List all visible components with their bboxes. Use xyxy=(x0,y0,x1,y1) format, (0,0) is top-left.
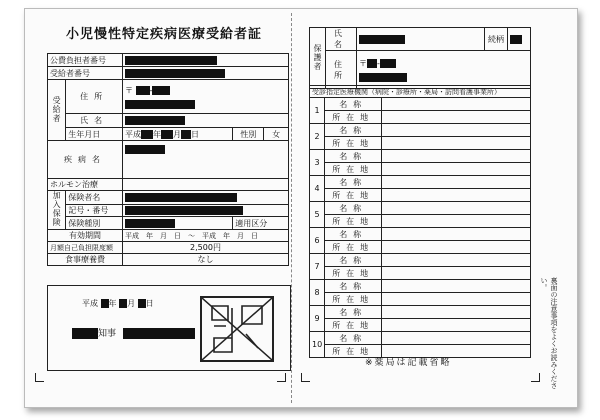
facility-number: 3 xyxy=(310,150,325,176)
dob-year-unit: 年 xyxy=(152,129,161,139)
facility-row xyxy=(310,306,531,319)
facility-number: 1 xyxy=(310,98,325,124)
meal-value: なし xyxy=(122,254,288,266)
yen-unit: 円 xyxy=(212,243,221,252)
facility-name-label: 名称 xyxy=(325,150,382,163)
facility-row xyxy=(310,319,531,332)
facility-address-label: 所在地 xyxy=(325,267,382,280)
redaction-block xyxy=(510,35,522,44)
monthly-cap-value-cell xyxy=(122,242,288,254)
relationship-label: 続柄 xyxy=(485,28,508,51)
redaction-block xyxy=(125,56,217,65)
symbol-no-label: 記号・番号 xyxy=(66,204,123,217)
redaction-block xyxy=(181,130,191,139)
insurance-side-cell xyxy=(48,191,66,230)
facility-number: 7 xyxy=(310,254,325,280)
facility-row xyxy=(310,202,531,215)
redaction-block xyxy=(359,73,407,82)
redaction-block xyxy=(125,69,225,78)
symbol-no-value xyxy=(122,204,288,217)
issue-day-unit: 日 xyxy=(145,299,154,308)
facility-number: 10 xyxy=(310,332,325,358)
facility-row xyxy=(310,332,531,345)
facility-name-value xyxy=(382,332,531,345)
relationship-value xyxy=(508,28,531,51)
redaction-block xyxy=(123,328,195,339)
facility-table xyxy=(309,85,531,358)
facility-name-value xyxy=(382,202,531,215)
facility-address-label: 所在地 xyxy=(325,319,382,332)
facility-address-label: 所在地 xyxy=(325,215,382,228)
facility-address-value xyxy=(382,189,531,202)
facility-name-label: 名称 xyxy=(325,124,382,137)
redaction-block xyxy=(138,299,146,308)
facility-number: 9 xyxy=(310,306,325,332)
official-seal xyxy=(200,296,274,362)
hormone-label: ホルモン治療 xyxy=(48,179,123,191)
redaction-block xyxy=(119,299,127,308)
dob-month-unit: 月 xyxy=(172,129,181,139)
hormone-value xyxy=(122,179,288,191)
redaction-block xyxy=(72,328,98,339)
name-value xyxy=(122,114,288,128)
redaction-block xyxy=(152,86,170,95)
facility-row xyxy=(310,293,531,306)
redaction-block xyxy=(359,35,405,44)
facility-row xyxy=(310,189,531,202)
facility-number: 6 xyxy=(310,228,325,254)
facility-name-label: 名称 xyxy=(325,98,382,111)
facility-row xyxy=(310,254,531,267)
crop-mark xyxy=(277,373,286,382)
facility-name-value xyxy=(382,280,531,293)
insured-name-value xyxy=(122,191,288,205)
facility-address-label: 所在地 xyxy=(325,241,382,254)
facility-name-label: 名称 xyxy=(325,228,382,241)
guardian-table xyxy=(309,27,531,89)
governor-line xyxy=(72,326,195,339)
facility-header: 受診指定医療機関（病院・診療所・薬局・訪問看護事業所） xyxy=(310,86,531,98)
issue-era: 平成 xyxy=(82,299,98,308)
facility-row xyxy=(310,228,531,241)
facility-address-label: 所在地 xyxy=(325,345,382,358)
redaction-block xyxy=(141,130,153,139)
redaction-block xyxy=(125,206,243,215)
redaction-block xyxy=(125,100,195,109)
left-form-table xyxy=(47,53,289,266)
dob-day-unit: 日 xyxy=(190,129,199,139)
name-label: 氏名 xyxy=(66,114,123,128)
monthly-cap-value: 2,500 xyxy=(190,243,213,252)
sex-value: 女 xyxy=(264,128,289,141)
facility-address-value xyxy=(382,215,531,228)
sex-label: 性別 xyxy=(233,128,264,141)
facility-row xyxy=(310,267,531,280)
seal-glyphs xyxy=(202,298,272,360)
crop-mark xyxy=(301,373,310,382)
facility-number: 4 xyxy=(310,176,325,202)
facility-name-value xyxy=(382,228,531,241)
valid-period-label: 有効期間 xyxy=(48,230,123,242)
dob-label: 生年月日 xyxy=(66,128,123,141)
guardian-postal-mark: 〒 xyxy=(359,58,367,68)
facility-address-label: 所在地 xyxy=(325,293,382,306)
facility-address-label: 所在地 xyxy=(325,163,382,176)
facility-row xyxy=(310,176,531,189)
monthly-cap-label: 月額自己負担限度額 xyxy=(48,242,123,254)
issue-date xyxy=(82,298,154,309)
facility-name-label: 名称 xyxy=(325,280,382,293)
facility-name-value xyxy=(382,254,531,267)
facility-name-label: 名称 xyxy=(325,254,382,267)
facility-address-value xyxy=(382,241,531,254)
facility-row xyxy=(310,111,531,124)
facility-address-value xyxy=(382,163,531,176)
public-id-label: 公費負担者番号 xyxy=(48,54,123,67)
meal-label: 食事療養費 xyxy=(48,254,123,266)
facility-address-value xyxy=(382,267,531,280)
address-label: 住所 xyxy=(66,80,123,114)
public-id-value xyxy=(122,54,288,67)
guardian-side-cell xyxy=(310,28,326,89)
crop-mark xyxy=(35,373,44,382)
facility-row xyxy=(310,124,531,137)
redaction-block xyxy=(101,299,109,308)
facility-number: 8 xyxy=(310,280,325,306)
facility-address-value xyxy=(382,137,531,150)
reverse-side-note: 裏面の注意事項をよくお読みください。 xyxy=(540,277,558,389)
insurance-type-label: 保険種別 xyxy=(66,217,123,230)
redaction-block xyxy=(161,130,173,139)
facility-name-value xyxy=(382,176,531,189)
facility-address-label: 所在地 xyxy=(325,189,382,202)
guardian-name-value xyxy=(357,28,485,51)
facility-row xyxy=(310,241,531,254)
facility-number: 2 xyxy=(310,124,325,150)
guardian-address-label: 住所 xyxy=(326,51,357,89)
recipient-side-label: 受給者 xyxy=(52,95,62,123)
governor-label: 知事 xyxy=(98,329,117,339)
dob-era: 平成 xyxy=(124,129,141,139)
facility-name-label: 名称 xyxy=(325,176,382,189)
facility-address-label: 所在地 xyxy=(325,111,382,124)
redaction-block xyxy=(136,86,150,95)
facility-row xyxy=(310,280,531,293)
insurance-side-label: 加入保険 xyxy=(52,191,62,227)
applicable-label: 適用区分 xyxy=(233,217,289,230)
insured-name-label: 保険者名 xyxy=(66,191,123,205)
facility-number: 5 xyxy=(310,202,325,228)
disease-label: 疾病名 xyxy=(48,141,123,179)
certificate-sheet xyxy=(24,8,578,408)
guardian-address-value: 〒 - xyxy=(357,51,531,89)
redaction-block xyxy=(125,193,237,202)
facility-name-label: 名称 xyxy=(325,306,382,319)
facility-row xyxy=(310,163,531,176)
redaction-block xyxy=(380,59,396,68)
recipient-side-cell xyxy=(48,80,66,141)
redaction-block xyxy=(125,219,175,228)
valid-period-value: 平成 年 月 日 〜 平成 年 月 日 xyxy=(122,230,288,242)
facility-address-value xyxy=(382,319,531,332)
page-divider xyxy=(291,13,292,403)
facility-name-value xyxy=(382,150,531,163)
postal-mark: 〒 xyxy=(124,85,133,95)
facility-row xyxy=(310,215,531,228)
disease-value xyxy=(122,141,288,179)
guardian-name-label: 氏名 xyxy=(326,28,357,51)
insurance-type-value xyxy=(122,217,232,230)
issue-year-unit: 年 xyxy=(108,299,117,308)
facility-name-value xyxy=(382,124,531,137)
redaction-block xyxy=(125,116,185,125)
redaction-block xyxy=(367,59,377,68)
certificate-title: 小児慢性特定疾病医療受給者証 xyxy=(65,27,262,42)
facility-name-value xyxy=(382,98,531,111)
facility-row xyxy=(310,150,531,163)
recipient-no-value xyxy=(122,67,288,80)
recipient-no-label: 受給者番号 xyxy=(48,67,123,80)
address-value: 〒 - xyxy=(122,80,288,114)
facility-name-label: 名称 xyxy=(325,332,382,345)
redaction-block xyxy=(125,145,165,154)
facility-address-value xyxy=(382,111,531,124)
issue-block xyxy=(47,285,291,371)
pharmacy-note: ※薬局は記載省略 xyxy=(365,358,452,368)
facility-row xyxy=(310,137,531,150)
facility-name-label: 名称 xyxy=(325,202,382,215)
issue-month-unit: 月 xyxy=(127,299,136,308)
guardian-side-label: 保護者 xyxy=(313,43,322,71)
facility-address-label: 所在地 xyxy=(325,137,382,150)
facility-address-value xyxy=(382,293,531,306)
facility-row xyxy=(310,98,531,111)
facility-name-value xyxy=(382,306,531,319)
dob-value xyxy=(122,128,232,141)
crop-mark xyxy=(531,373,540,382)
